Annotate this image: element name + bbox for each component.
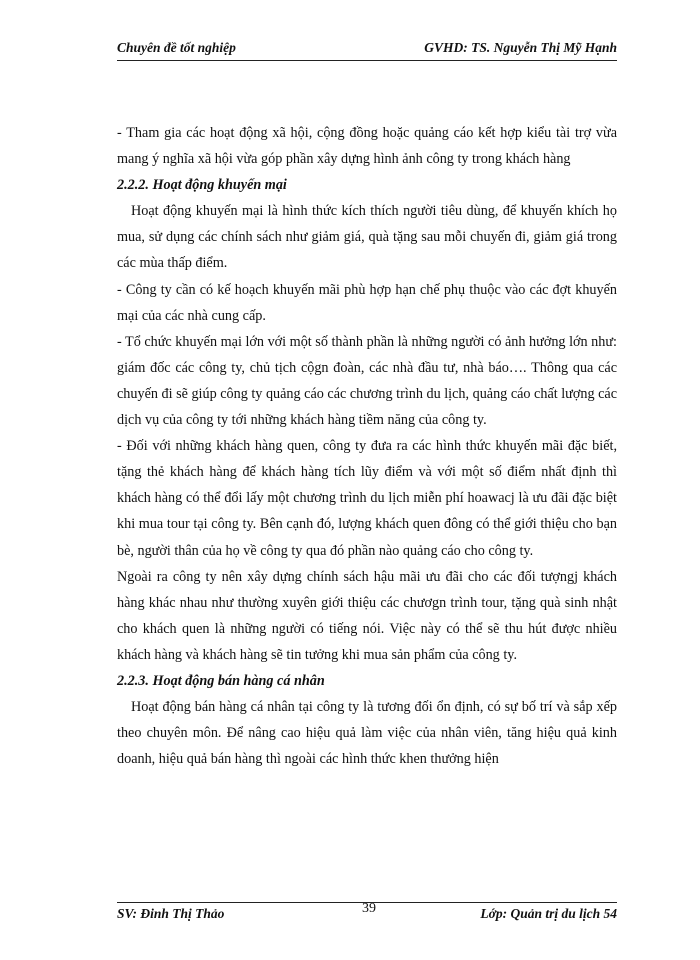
paragraph-3: - Công ty cần có kế hoạch khuyến mãi phù hợp hạn chế phụ thuộc vào các đợt khuyến mại của các nhà cung cấp. (117, 281, 617, 324)
paragraph-4: - Tổ chức khuyến mại lớn với một số thành phần là những người có ảnh hưởng lớn như: giám đốc các công ty, chủ tịch cộgn đoàn, các nhà đầu tư, nhà báo…. Thông qua các chuyến đi sẽ giúp công ty quảng cáo các chương trình du lịch, quảng cáo chất lượng các dịch vụ của công ty tới những khách hàng tiềm năng của công ty. (117, 333, 617, 429)
paragraph-2: Hoạt động khuyến mại là hình thức kích thích người tiêu dùng, để khuyến khích họ mua, sử dụng các chính sách như giảm giá, quà tặng sau mỗi chuyến đi, giảm giá trong các mùa thấp điểm. (117, 203, 617, 272)
section-heading-2-2-2: 2.2.2. Hoạt động khuyến mại (117, 177, 287, 194)
document-body (117, 120, 617, 772)
page-footer (117, 902, 617, 922)
section-heading-2-2-3: 2.2.3. Hoạt động bán hàng cá nhân (117, 672, 325, 689)
footer-left: SV: Đinh Thị Thảo (117, 906, 225, 921)
paragraph-7: Hoạt động bán hàng cá nhân tại công ty là tương đối ổn định, có sự bố trí và sắp xếp theo chuyên môn. Để nâng cao hiệu quả làm việc của nhân viên, tăng hiệu quả kinh doanh, hiệu quả bán hàng thì ngoài các hình thức khen thưởng hiện (117, 699, 617, 768)
page-number: 39 (362, 901, 376, 916)
paragraph-6: Ngoài ra công ty nên xây dựng chính sách hậu mãi ưu đãi cho các đối tượngj khách hàng khác nhau như thường xuyên giới thiệu các chươgn trình tour, tặng quà sinh nhật cho khách quen là những người có tiếng nói. Việc này có thể sẽ thu hút được nhiều khách hàng và khách hàng sẽ tin tưởng khi mua sản phẩm của công ty. (117, 568, 617, 663)
footer-right: Lớp: Quản trị du lịch 54 (480, 906, 617, 921)
paragraph-1: - Tham gia các hoạt động xã hội, cộng đồng hoặc quảng cáo kết hợp kiểu tài trợ vừa mang ý nghĩa xã hội vừa góp phần xây dựng hình ảnh công ty trong khách hàng (117, 125, 617, 168)
page-header (117, 40, 617, 61)
paragraph-5: - Đối với những khách hàng quen, công ty đưa ra các hình thức khuyến mãi đặc biết, tặng thẻ khách hàng để khách hàng tích lũy điểm và với một số điểm nhất định thì khách hàng có thể đổi lấy một chương trình du lịch miễn phí hoawacj là ưu đãi đặc biệt khi mua tour tại công ty. Bên cạnh đó, lượng khách quen đông có thể giới thiệu cho bạn bè, người thân của họ về công ty qua đó phần nào quảng cáo cho công ty. (117, 438, 617, 559)
header-right: GVHD: TS. Nguyễn Thị Mỹ Hạnh (424, 40, 617, 55)
header-left: Chuyên đề tốt nghiệp (117, 40, 236, 55)
